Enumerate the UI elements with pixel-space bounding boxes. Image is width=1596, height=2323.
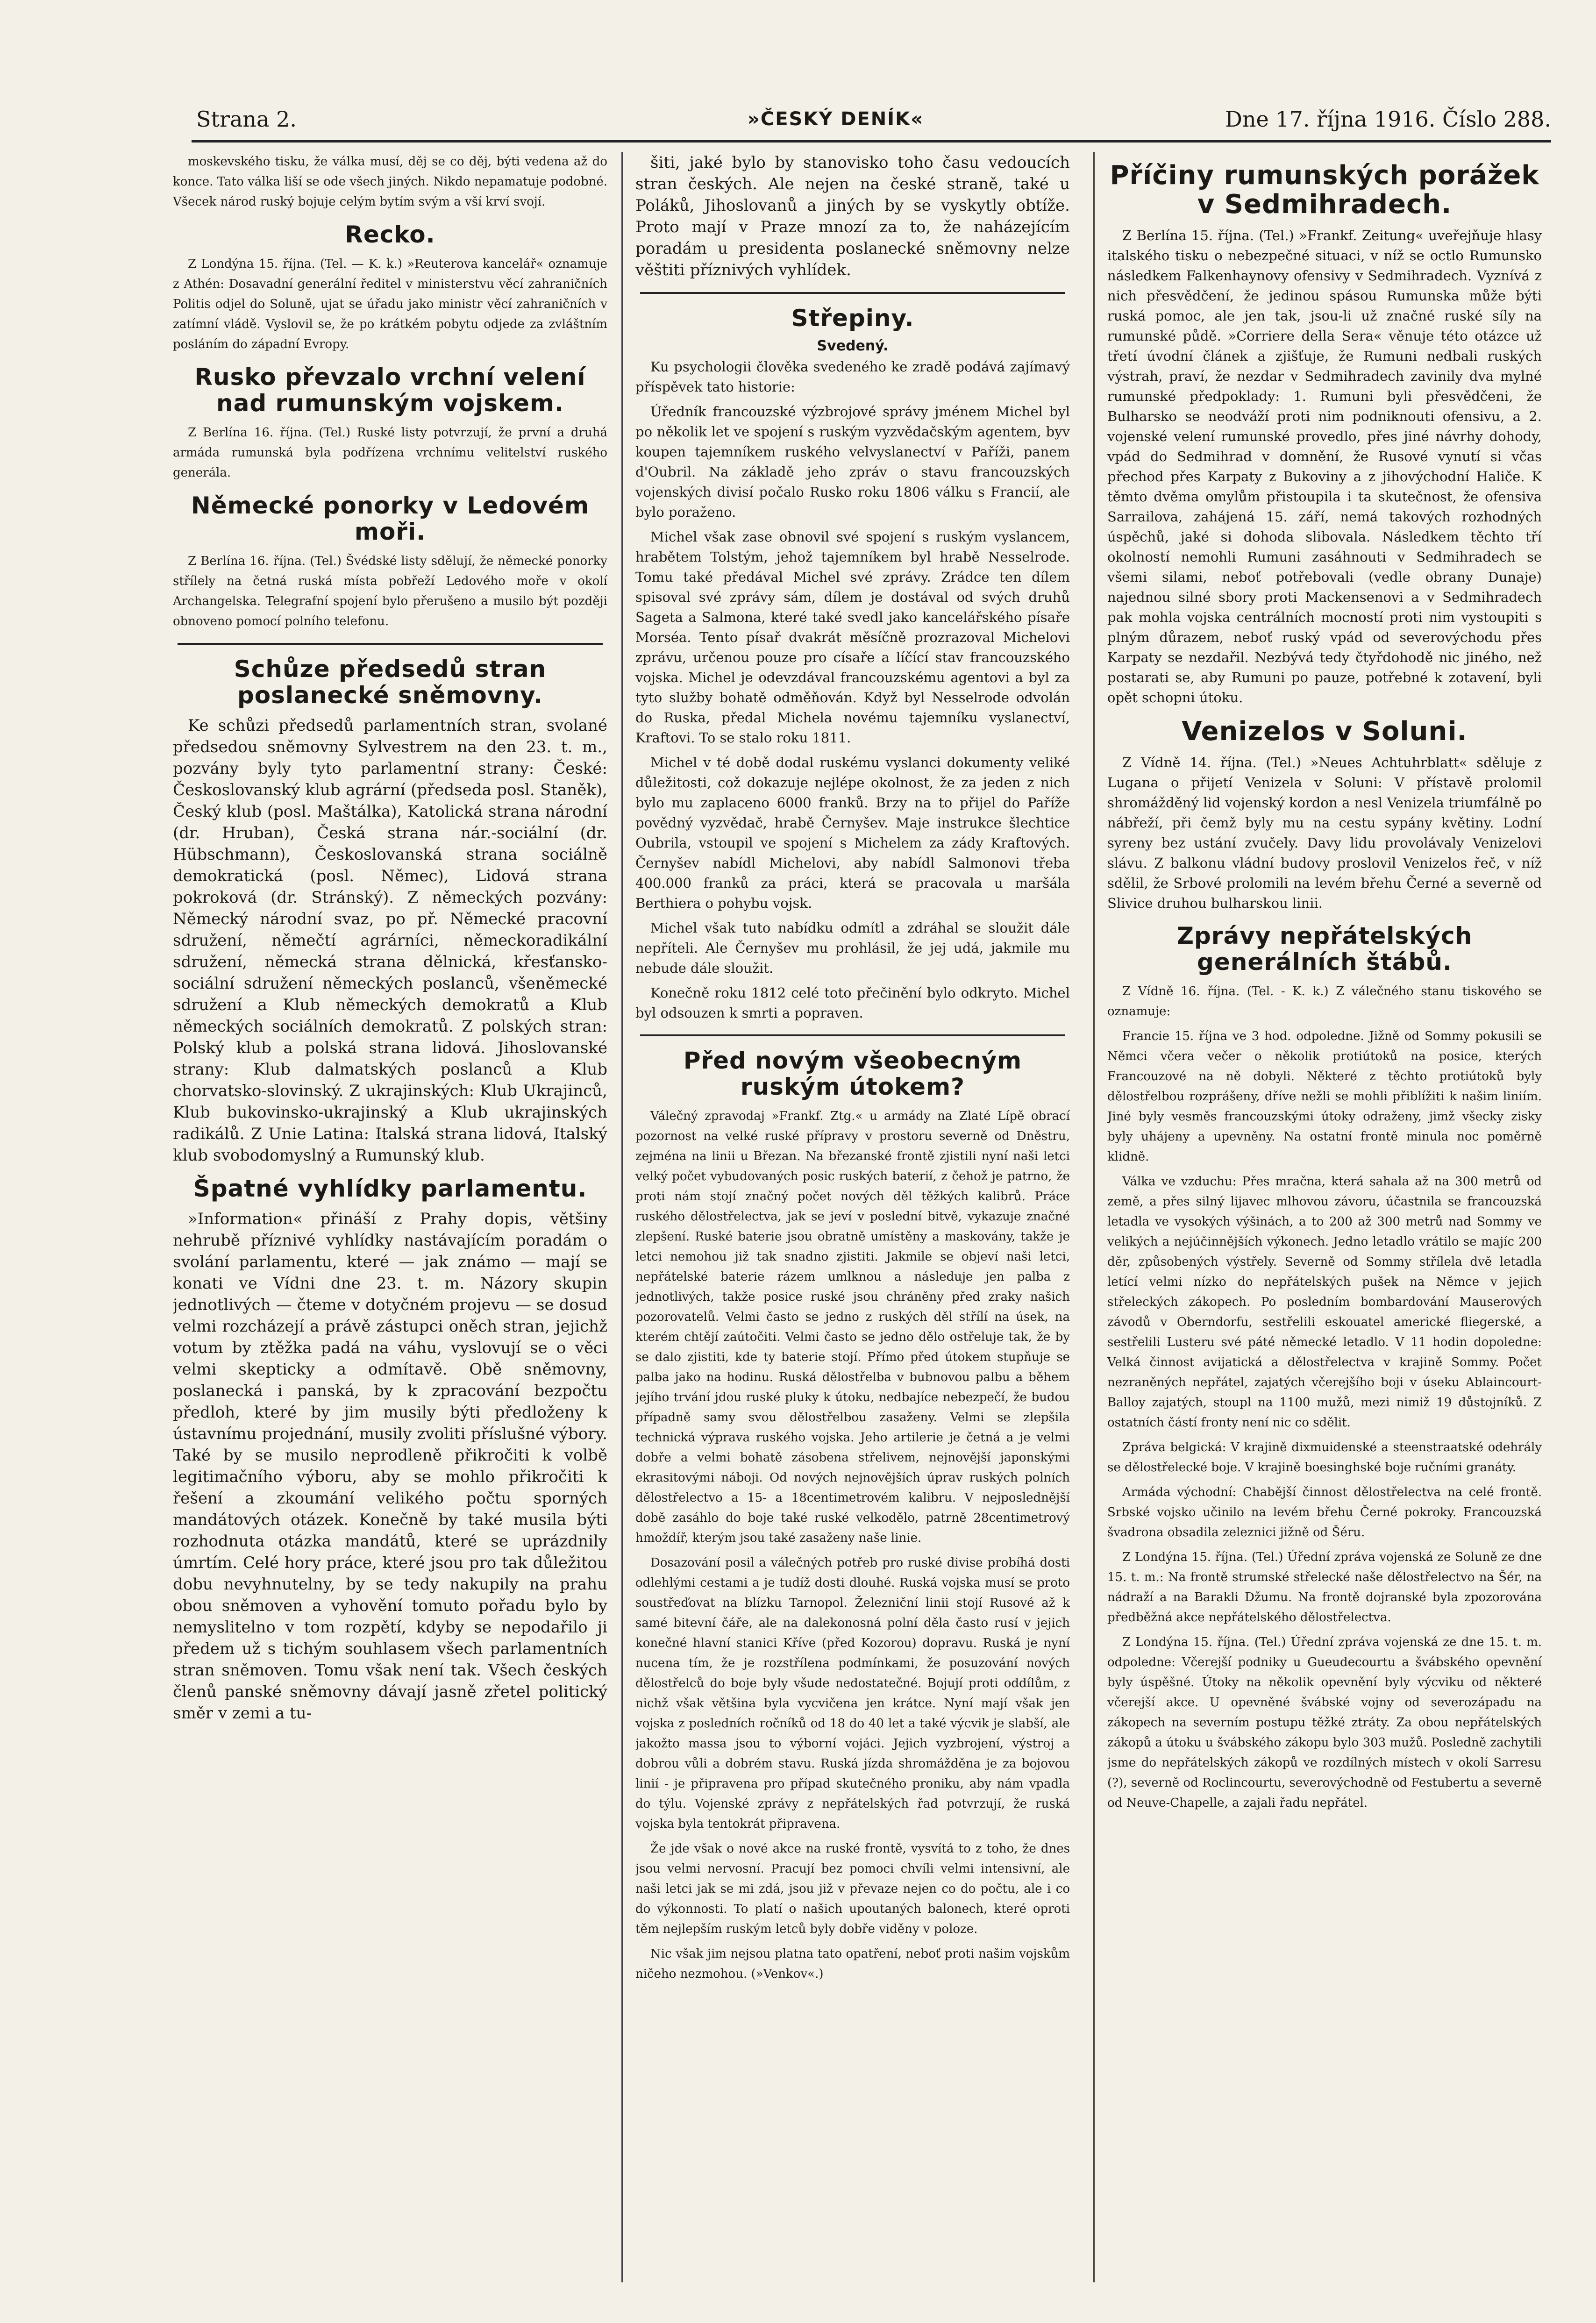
- masthead: »ČESKÝ DENÍK«: [748, 108, 924, 130]
- article-text: Michel však zase obnovil své spojení s ruským vyslancem, hrabětem Tolstým, jehož tajemníkem byl hrabě Nesselrode. Tomu také předával Michel své zprávy. Zrádce ten dílem spisoval své zprávy sám, dílem je dostával od svých druhů Sageta a Salmona, které také svedl jako kancelářského písaře Morséa. Tento písař dvakrát měsíčně prozrazoval Michelovi zprávu, určenou pouze pro císaře a líčící stav francouzského vojska. Michel je odevzdával francouzskému agentovi a byl za tyto služby bohatě odměňován. Když byl Nesselrode odvolán do Ruska, předal Michela novému tajemníku vyslanectví, Kraftovi. To se stalo roku 1811.: [635, 529, 1070, 746]
- article-text: Konečně roku 1812 celé toto přečinění bylo odkryto. Michel byl odsouzen k smrti a popraven.: [635, 985, 1070, 1021]
- article-text: Z Berlína 16. října. (Tel.) Ruské listy potvrzují, že první a druhá armáda rumunská byla podřízena vrchnímu velitelství ruského generála.: [173, 426, 607, 480]
- article-title-schuze: Schůze předsedů stran poslanecké sněmovny.: [234, 656, 547, 709]
- article-text: Zpráva belgická: V krajině dixmuidenské a steenstraatské odehrály se dělostřelecké boje. V krajině boesinghské boje ručními granáty.: [1107, 1440, 1542, 1475]
- page-header: [196, 107, 1551, 139]
- article-text: Francie 15. října ve 3 hod. odpoledne. Jižně od Sommy pokusili se Němci včera večer o několik protiútoků na posice, kterých Francouzové na ně dobyli. Některé z těchto protiútoků byly dělostřelbou rozprášeny, dříve nežli se mohli přiblížiti k našim liniím. Jiné byly vesměs francouzskými útoky odraženy, jimž všecky zisky byly uhájeny a upevněny. Na ostatní frontě minula noc poměrně klidně.: [1107, 1029, 1542, 1164]
- article-text: Ku psychologii člověka svedeného ke zradě podává zajímavý příspěvek tato historie:: [635, 359, 1070, 395]
- section-rule: [640, 1034, 1065, 1036]
- article-text: Úředník francouzské výzbrojové správy jménem Michel byl po několik let ve spojení s ruským vyzvědačským agentem, byv koupen tajemníkem ruského velvyslanectví v Paříži, panem d'Oubril. Na základě jeho zpráv o stavu francouzských vojenských divisí počalo Rusko roku 1806 válku s Francií, ale bylo poraženo.: [635, 404, 1070, 520]
- article-text: Dosazování posil a válečných potřeb pro ruské divise probíhá dosti odlehlými cestami a je tudíž dosti dlouhé. Ruská vojska musí se proto soustřeďovat na blízku Tarnopol. Železniční linii stojí Rusové až k samé bitevní čáře, ale na dalekonosná polní děla často rusí v jejich konečné hlavní stanici Kříve (před Kozorou) dopravu. Ruská je nyní nucena tím, že je rozstřílena podmínkami, že posuzování nových dělostřelců do boje byly všude nedostatečné. Bojují proti oddílům, z nichž však většina byla vycvičena jen krátce. Nyní mají však jen vojska z posledních ročníků od 18 do 40 let a také výcvik je slabší, ale jakožto massa jsou to výborní vojáci. Jejich vyzbrojení, výstroj a dobrou vůli a dobrém stavu. Ruská jízda shromážděna je za bojovou linií - je připravena pro případ skutečného proniku, aby nám vpadla do týlu. Vojenské zprávy z nepřátelských řad potvrzují, že ruská vojska byla tentokrát připravena.: [635, 1556, 1070, 1831]
- article-text: Z Londýna 15. října. (Tel.) Úřední zpráva vojenská ze Soluně ze dne 15. t. m.: Na frontě strumské střelecké naše dělostřelectvo na Šér, na nádraží a na Barakli Džumu. Na frontě dojranské byla zpozorována předběžná akce nepřátelského dělostřelectva.: [1107, 1550, 1542, 1625]
- header-rule: [192, 140, 1551, 143]
- article-continuation: šiti, jaké bylo by stanovisko toho času vedoucích stran českých. Ale nejen na české straně, také u Poláků, Jihoslovanů a jiných by se vyskytly obtíže. Proto mají v Praze mnozí za to, že naházejícím poradám u presidenta poslanecké sněmovny nelze věštiti příznivých vyhlídek.: [635, 153, 1070, 279]
- article-text: Válečný zpravodaj »Frankf. Ztg.« u armády na Zlaté Lípě obrací pozornost na velké ruské přípravy v prostoru severně od Dněstru, zejména na linii u Březan. Na březanské frontě zjistili nyní naši letci velký počet vybudovaných posic ruských baterií, z čehož je patrno, že proti nám stojí značný počet nových děl těžkých kalibrů. Práce ruského dělostřelectva, jak se jeví v poslední bitvě, vykazuje značné zlepšení. Ruské baterie jsou obratně umístěny a maskovány, takže je letci nemohou již tak snadno zjistiti. Jakmile se objeví naši letci, nepřátelské baterie rázem umlknou a následuje jen palba z jednotlivých, takže posice ruské jsou chráněny před zraky našich pozorovatelů. Velmi často se jedno z ruských děl střílí na úsek, na kterém chtějí zaútočiti. Velmi často se jedno dělo ostřeluje tak, že by se dalo zjistiti, kde ty baterie stojí. Přímo před útokem stupňuje se palba jako na hodinu. Ruská dělostřelba v bubnovou palbu a během jejího trvání jdou ruské pluky k útoku, nedbajíce nebezpečí, že budou případně samy svou dělostřelbou zasaženy. Velmi se zlepšila technická výprava ruského vojska. Jeho artilerie je četná a je velmi dobře a velmi bohatě zásobena střelivem, nejnovější japonskými ekrasitovými náboji. Od nových nejnovějších úprav ruských polních dělostřelectvo a 15- a 18centimetrovém kalibru. V nejposlednější době zasáhlo do boje také ruské velkodělo, patrně 28centimetrový hmoždíř, kterým jsou také zasaženy naše linie.: [635, 1109, 1070, 1545]
- column-divider: [621, 152, 623, 2282]
- section-rule: [640, 292, 1065, 294]
- article-title-spatne: Špatné vyhlídky parlamentu.: [193, 1175, 587, 1202]
- page-number: Strana 2.: [196, 107, 297, 132]
- article-subtitle: Svedený.: [817, 338, 889, 354]
- article-text: Armáda východní: Chabější činnost dělostřelectva na celé frontě. Srbské vojsko učinilo na levém břehu Černé pokroky. Francouzská švadrona obsadila zeleznici jižně od Šéru.: [1107, 1485, 1542, 1539]
- article-text: Z Berlína 15. října. (Tel.) »Frankf. Zeitung« uveřejňuje hlasy italského tisku o nebezpečné situaci, v níž se octlo Rumunsko následkem Falkenhaynovy ofensivy v Sedmihradech. Vyznívá z nich přesvědčení, že jedinou spásou Rumunska může býti ruská pomoc, ale jen tak, jsou-li už značné ruské síly na rumunské půdě. »Corriere della Sera« věnuje této otázce už třetí úvodní článek a zjišťuje, že Rumuni nedbali ruských výstrah, praví, že nezdar v Sedmihradech zavinily dva mylné rumunské předpoklady: 1. Rumuni byli přesvědčeni, že Bulharsko se neodváží proti nim podniknouti ofensivu, a 2. vojenské velení rumunské provedlo, přes jiné návrhy dohody, vpád do Sedmihrad v domnění, že Rusové vynutí si včas přechod přes Karpaty z Bukoviny a z jihovýchodní Haliče. K těmto dvěma omylům přistoupila i ta skutečnost, že ofensiva Sarrailova, zahájená 15. září, nemá takových rozhodných úspěchů, jaké si dohoda slibovala. Následkem těchto tří okolností nemohli Rumuni zasáhnouti v Sedmihradech se všemi silami, neboť potřebovali (vedle obrany Dunaje) najednou silné sbory proti Mackensenovi a v Sedmihradech pak mohla vojska centrálních mocností proti nim vystoupiti s plným důrazem, neboť ruský vpád od severovýchodu přes Karpaty se nezdařil. Nezbývá tedy čtyřdohodě nic jiného, než postarati se, aby Rumuni po pauze, potřebné k zotavení, byli opět schopni útoku.: [1107, 228, 1542, 705]
- article-text: Že jde však o nové akce na ruské frontě, vysvítá to z toho, že dnes jsou velmi nervosní. Pracují bez pomoci chvíli velmi intensivní, ale naši letci jak se mi zdá, jsou již v převaze nejen co do počtu, ale i co do výkonnosti. To platí o našich upoutaných balonech, které oproti těm nejlepším ruským letců byly dobře viděny v poloze.: [635, 1842, 1070, 1936]
- article-title-venizelos: Venizelos v Soluni.: [1182, 716, 1468, 747]
- column-divider: [1093, 152, 1095, 2282]
- article-text: Ke schůzi předsedů parlamentních stran, svolané předsedou sněmovny Sylvestrem na den 23. t. m., pozvány byly tyto parlamentní strany: České: Českoslovanský klub agrární (předseda posl. Staněk), Český klub (posl. Maštálka), Katolická strana národní (dr. Hruban), Česká strana nár.-sociální (dr. Hübschmann), Českoslovanská strana sociálně demokratická (posl. Němec), Lidová strana pokroková (dr. Stránský). Z německých pozvány: Německý národní svaz, po př. Německé pracovní sdružení, němečtí agrárníci, německoradikální sdružení, německá strana dělnická, křesťansko-sociální sdružení německých poslanců, všeněmecké sdružení a Klub německých demokratů a Klub německých sociálních demokratů. Z polských stran: Polský klub a polská strana lidová. Jihoslovanské strany: Klub dalmatských poslanců a Klub chorvatsko-slovinský. Z ukrajinských: Klub Ukrajinců, Klub bukovinsko-ukrajinský a Klub ukrajinských radikálů. Z Unie Latina: Italská strana lidová, Italský klub svobodomyslný a Rumunský klub.: [173, 716, 607, 1165]
- section-rule: [178, 643, 603, 645]
- article-text: »Information« přináší z Prahy dopis, většiny nehrubě příznivé vyhlídky nastávajícím poradám o svolání parlamentu, které — jak známo — mají se konati ve Vídni dne 23. t. m. Názory skupin jednotlivých — čteme v dotyčném projevu — se dosud velmi rozcházejí a právě zástupci oněch stran, jejichž votum by ztěžka padá na váhu, vyslovují se o věci velmi skepticky a odmítavě. Obě sněmovny, poslanecká i panská, by k zpracování bezpočtu předloh, které by jim musily býti předloženy k ústavnímu projednání, musily zvoliti příslušné výbory. Také by se musilo neprodleně přikročiti k volbě legitimačního výboru, aby se mohlo přikročiti k řešení a zkoumání velikého počtu sporných mandátových otázek. Konečně by také musila býti rozhodnuta otázka mandátů, které se uprázdnily úmrtím. Celé hory práce, které jsou pro tak důležitou dobu nevyhnutelny, by se tedy nakupily na prahu obou sněmoven a vyhovění tomuto pořadu bylo by nemyslitelno v tom rozpětí, kdyby se nepodařilo ji předem už s tichým souhlasem všech parlamentních stran sněmoven. Tomu však není tak. Všech českých členů panské sněmovny dávají jasně zřetel politický směr v zemi a tu-: [173, 1210, 607, 1723]
- article-title-rusko: Rusko převzalo vrchní velení nad rumunským vojskem.: [194, 363, 586, 417]
- article-text: Z Londýna 15. října. (Tel.) Úřední zpráva vojenská ze dne 15. t. m. odpoledne: Včerejší podniky u Gueudecourtu a švábského opevnění byly úspěšné. Útoky na několik opevnění byly výcviku od některé včerejší akce. U opevněné švábské vojny od severozápadu na zákopech na severním postupu těžké ztráty. Za obou nepřátelských zákopů a útoku u švábského zákopu bylo 303 mužů. Posledně zachytili jsme do nepřátelských zákopů ve rozdílných místech v okolí Sarresu (?), severně od Roclincourtu, severovýchodně od Festubertu a severně od Neuve-Chapelle, a zajali řadu nepřátel.: [1107, 1635, 1542, 1810]
- article-text: Michel v té době dodal ruskému vyslanci dokumenty veliké důležitosti, což dokazuje nejlépe okolnost, že za jeden z nich bylo mu zaplaceno 6000 franků. Brzy na to přijel do Paříže povědný vyzvědač, hrabě Černyšev. Maje instrukce šlechtice Oubrila, vstoupil ve spojení s Michelem za zády Kraftových. Černyšev nabídl Michelovi, aby nabídl Salmonovi třeba 400.000 franků za práci, která se pracovala u maršála Berthiera o pohybu vojsk.: [635, 755, 1070, 911]
- article-text: Nic však jim nejsou platna tato opatření, neboť proti našim vojskům ničeho nezmohou. (»Venkov«.): [635, 1947, 1070, 1981]
- article-text: Válka ve vzduchu: Přes mračna, která sahala až na 300 metrů od země, a přes silný lijavec mlhovou závoru, účastnila se francouzská letadla ve vysokých výšinách, a to 200 až 300 metrů nad Sommy ve velikých a nejúčinnějších výkonech. Jedno letadlo vrátilo se majíc 200 děr, způsobených výstřely. Severně od Sommy střílela dvě letadla letící velmi nízko do nepřátelských pušek na Němce v jejich střeleckých zákopech. Po posledním bombardování Mauserových závodů v Oberndorfu, sestřelili eskouatel americké fliegerské, a sestřelili Lusteru své páté německé letadlo. V 11 hodin dopoledne: Velká činnost avijatická a dělostřelectva v krajině Sommy. Počet nezraněných nepřátel, zajatých včerejšího boji v úseku Ablaincourt-Balloy zajatých, stoupl na 1100 mužů, mezi nimiž 19 důstojníků. Z ostatních částí fronty není nic co sdělit.: [1107, 1175, 1542, 1430]
- article-continuation: moskevského tisku, že válka musí, děj se co děj, býti vedena až do konce. Tato válka liší se ode všech jiných. Nikdo nepamatuje podobné. Všecek národ ruský bojuje celým bytím svým a vší krví svojí.: [173, 155, 607, 209]
- article-title-pred: Před novým všeobecným ruským útokem?: [683, 1047, 1022, 1100]
- column-2: [635, 152, 1070, 2282]
- article-text: Z Londýna 15. října. (Tel. — K. k.) »Reuterova kancelář« oznamuje z Athén: Dosavadní generální ředitel v ministerstvu věcí zahraničních Politis odjel do Soluně, ujat se úřadu jako ministr věcí zahraničních v zatímní vládě. Vyslovil se, že po krátkém pobytu odjede za zvláštním posláním do západní Evropy.: [173, 257, 607, 351]
- article-title-zpravy: Zprávy nepřátelských generálních štábů.: [1176, 922, 1473, 976]
- article-text: Z Berlína 16. října. (Tel.) Švédské listy sdělují, že německé ponorky střílely na četná ruská místa pobřeží Ledového moře v okolí Archangelska. Telegrafní spojení bylo přerušeno a musilo být později obnoveno pomocí polního telefonu.: [173, 554, 607, 628]
- article-text: Z Vídně 14. října. (Tel.) »Neues Achtuhrblatt« sděluje z Lugana o přijetí Venizela v Soluni: V přístavě prolomil shromážděný lid vojenský kordon a nesl Venizela triumfálně po nábřeží, při čemž byly mu na cestu sypány květiny. Lodní syreny bez ustání zvučely. Davy lidu provolávaly Venizelovi slávu. Z balkonu vládní budovy proslovil Venizelos řeč, v níž sdělil, že Srbové prolomili na levém břehu Černé a severně od Slivice druhou bulharskou linii.: [1107, 755, 1542, 911]
- article-title-recko: Recko.: [345, 221, 435, 248]
- issue-date: Dne 17. října 1916. Číslo 288.: [1225, 107, 1551, 132]
- article-text: Michel však tuto nabídku odmítl a zdráhal se sloužit dále nepříteli. Ale Černyšev mu prohlásil, že jej udá, jakmile mu nebude dále sloužit.: [635, 920, 1070, 976]
- article-text: Z Vídně 16. října. (Tel. - K. k.) Z válečného stanu tiskového se oznamuje:: [1107, 984, 1542, 1019]
- column-3: [1107, 152, 1542, 2282]
- column-1: [173, 152, 607, 2282]
- article-title-priciny: Příčiny rumunských porážek v Sedmihradech.: [1110, 160, 1539, 220]
- article-title-strepiny: Střepiny.: [791, 305, 914, 332]
- article-title-ponorky: Německé ponorky v Ledovém moři.: [191, 492, 590, 545]
